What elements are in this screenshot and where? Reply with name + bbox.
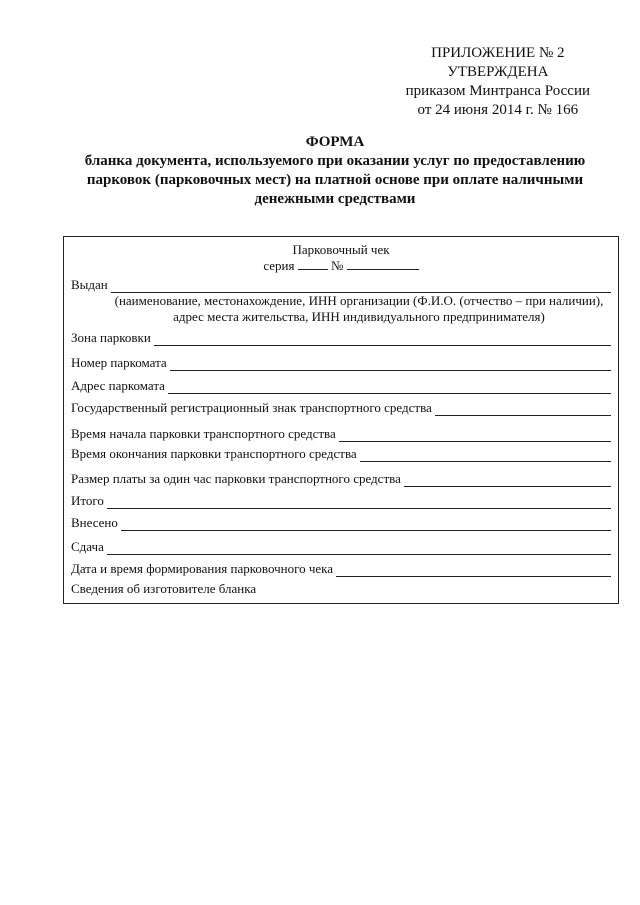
field-label: Адрес паркомата [71, 378, 165, 393]
issued-label: Выдан [71, 277, 108, 292]
field-row [71, 539, 611, 555]
change-field[interactable] [107, 542, 611, 555]
issued-field[interactable] [111, 280, 611, 293]
issued-note-2: адрес места жительства, ИНН индивидуального предпринимателя) [173, 309, 545, 324]
title-heading: ФОРМА [305, 134, 365, 150]
issued-row [71, 277, 611, 293]
receipt-title: Парковочный чек [292, 242, 390, 257]
field-row [71, 378, 611, 394]
hourly-rate-field[interactable] [404, 474, 611, 487]
manufacturer-row [71, 581, 611, 597]
field-row [71, 400, 611, 416]
issue-datetime-field[interactable] [336, 564, 611, 577]
title-line-3: денежными средствами [254, 191, 416, 207]
field-label: Итого [71, 493, 104, 508]
field-row [71, 493, 611, 509]
field-label: Государственный регистрационный знак транспортного средства [71, 400, 432, 415]
appendix-number: ПРИЛОЖЕНИЕ № 2 [431, 45, 565, 61]
field-row [71, 446, 611, 462]
parking-receipt-form [63, 236, 619, 604]
field-row [71, 515, 611, 531]
plate-number-field[interactable] [435, 403, 611, 416]
field-label: Номер паркомата [71, 355, 167, 370]
field-label: Зона парковки [71, 330, 151, 345]
field-label: Сдача [71, 539, 104, 554]
field-label: Время начала парковки транспортного средства [71, 426, 336, 441]
manufacturer-label: Сведения об изготовителе бланка [71, 581, 257, 596]
paid-field[interactable] [121, 518, 611, 531]
approved-label: УТВЕРЖДЕНА [447, 64, 549, 80]
order-date: от 24 июня 2014 г. № 166 [417, 102, 579, 118]
series-number-line [64, 257, 618, 274]
field-row [71, 330, 611, 346]
document-title [60, 133, 610, 209]
issued-note-1: (наименование, местонахождение, ИНН организации (Ф.И.О. (отчество – при наличии), [114, 293, 604, 308]
series-field[interactable] [298, 257, 328, 270]
title-line-2: парковок (парковочных мест) на платной основе при оплате наличными [86, 172, 584, 188]
end-time-field[interactable] [360, 449, 611, 462]
order-issuer: приказом Минтранса России [405, 83, 590, 99]
parking-zone-field[interactable] [154, 333, 611, 346]
series-label: серия [263, 258, 295, 273]
number-field[interactable] [347, 257, 419, 270]
field-label: Размер платы за один час парковки транспортного средства [71, 471, 401, 486]
number-label: № [330, 258, 344, 273]
start-time-field[interactable] [339, 429, 611, 442]
field-label: Дата и время формирования парковочного чека [71, 561, 334, 576]
field-row [71, 471, 611, 487]
approval-stamp [406, 44, 590, 120]
meter-address-field[interactable] [168, 381, 611, 394]
field-row [71, 426, 611, 442]
field-row [71, 355, 611, 371]
title-line-1: бланка документа, используемого при оказании услуг по предоставлению [84, 153, 586, 169]
field-row [71, 561, 611, 577]
field-label: Время окончания парковки транспортного средства [71, 446, 357, 461]
field-label: Внесено [71, 515, 118, 530]
total-field[interactable] [107, 496, 611, 509]
meter-number-field[interactable] [170, 358, 611, 371]
